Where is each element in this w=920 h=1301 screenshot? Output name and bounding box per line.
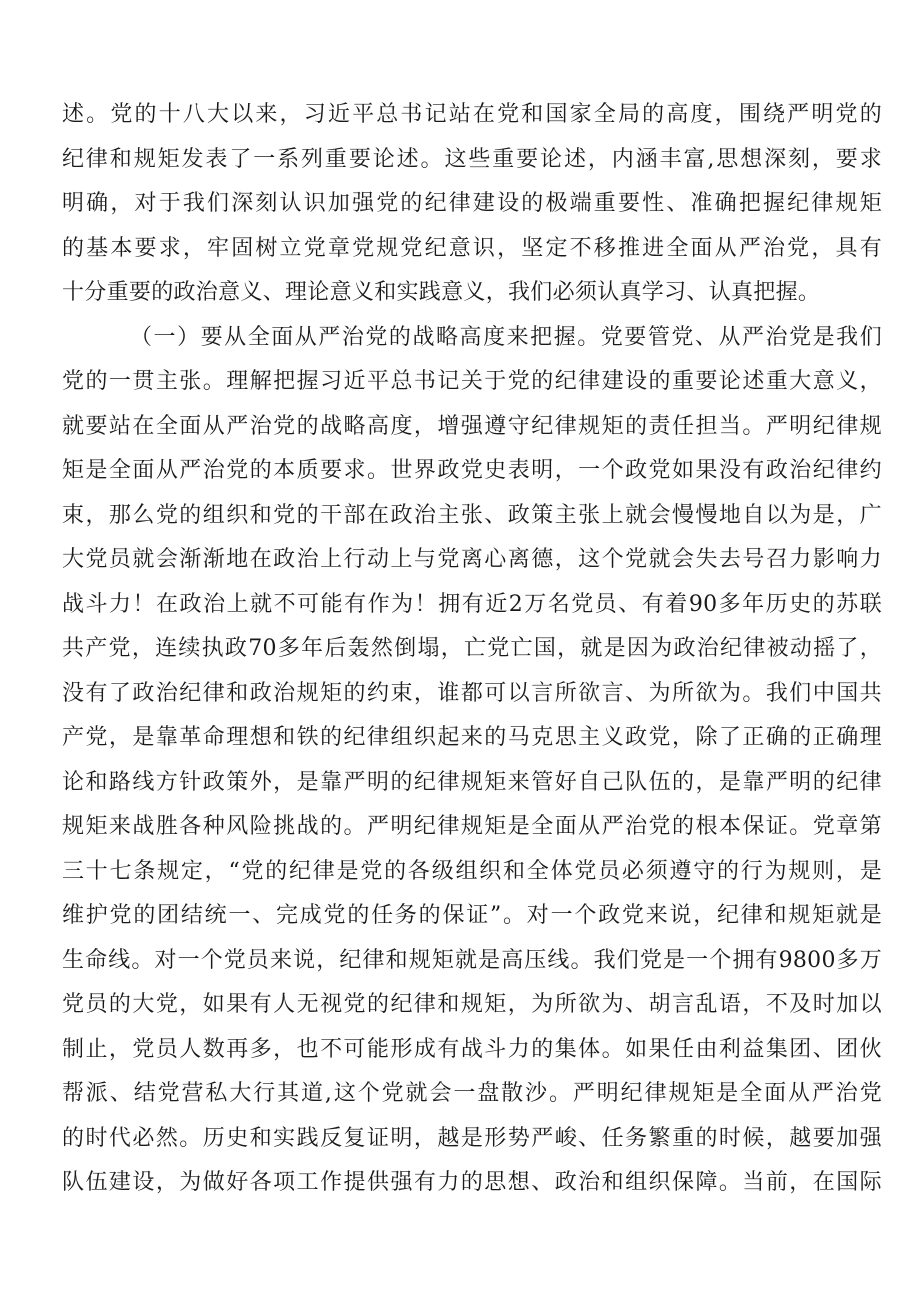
text-line: 队伍建设，为做好各项工作提供强有力的思想、政治和组织保障。当前，在国际 (62, 1170, 882, 1195)
text-line: 纪律和规矩发表了一系列重要论述。这些重要论述，内涵丰富,思想深刻，要求 (62, 146, 882, 172)
text-line: 党的一贯主张。理解把握习近平总书记关于党的纪律建设的重要论述重大意义， (62, 369, 882, 394)
text-line: 十分重要的政治意义、理论意义和实践意义，我们必须认真学习、认真把握。 (62, 280, 821, 305)
section-heading-line: （一）要从全面从严治党的战略高度来把握。党要管党、从严治党是我们 (130, 324, 882, 350)
text-line: 制止，党员人数再多，也不可能形成有战斗力的集体。如果任由利益集团、团伙 (62, 1036, 882, 1062)
text-line: 没有了政治纪律和政治规矩的约束，谁都可以言所欲言、为所欲为。我们中国共 (62, 680, 882, 706)
text-line: 大党员就会渐渐地在政治上行动上与党离心离德，这个党就会失去号召力影响力 (62, 547, 882, 572)
text-line: 束，那么党的组织和党的干部在政治主张、政策主张上就会慢慢地自以为是，广 (62, 502, 882, 528)
text-line: 生命线。对一个党员来说，纪律和规矩就是高压线。我们党是一个拥有9800多万 (62, 947, 882, 973)
text-line: 帮派、结党营私大行其道,这个党就会一盘散沙。严明纪律规矩是全面从严治党 (62, 1081, 882, 1106)
text-line: 战斗力！在政治上就不可能有作为！拥有近2万名党员、有着90多年历史的苏联 (62, 591, 882, 617)
text-line: 述。党的十八大以来，习近平总书记站在党和国家全局的高度，围绕严明党的 (62, 102, 882, 127)
text-line: 党员的大党，如果有人无视党的纪律和规矩，为所欲为、胡言乱语，不及时加以 (62, 992, 882, 1017)
text-line: 三十七条规定，“党的纪律是党的各级组织和全体党员必须遵守的行为规则，是 (62, 858, 882, 884)
text-line: 就要站在全面从严治党的战略高度，增强遵守纪律规矩的责任担当。严明纪律规 (62, 413, 882, 439)
text-line: 维护党的团结统一、完成党的任务的保证”。对一个政党来说，纪律和规矩就是 (62, 903, 882, 928)
text-line: 的基本要求，牢固树立党章党规党纪意识，坚定不移推进全面从严治党，具有 (62, 235, 882, 261)
text-line: 论和路线方针政策外，是靠严明的纪律规矩来管好自己队伍的，是靠严明的纪律 (62, 769, 882, 795)
text-line: 共产党，连续执政70多年后轰然倒塌，亡党亡国，就是因为政治纪律被动摇了， (62, 636, 882, 661)
text-line: 矩是全面从严治党的本质要求。世界政党史表明，一个政党如果没有政治纪律约 (62, 458, 882, 483)
text-line: 的时代必然。历史和实践反复证明，越是形势严峻、任务繁重的时候，越要加强 (62, 1125, 882, 1151)
text-line: 规矩来战胜各种风险挑战的。严明纪律规矩是全面从严治党的根本保证。党章第 (62, 814, 882, 839)
paragraph-intro (62, 93, 882, 316)
document-body (62, 93, 882, 1206)
text-line: 明确，对于我们深刻认识加强党的纪律建设的极端重要性、准确把握纪律规矩 (62, 191, 882, 216)
paragraph-section-one (62, 316, 882, 1206)
text-line: 产党，是靠革命理想和铁的纪律组织起来的马克思主义政党，除了正确的正确理 (62, 725, 882, 750)
